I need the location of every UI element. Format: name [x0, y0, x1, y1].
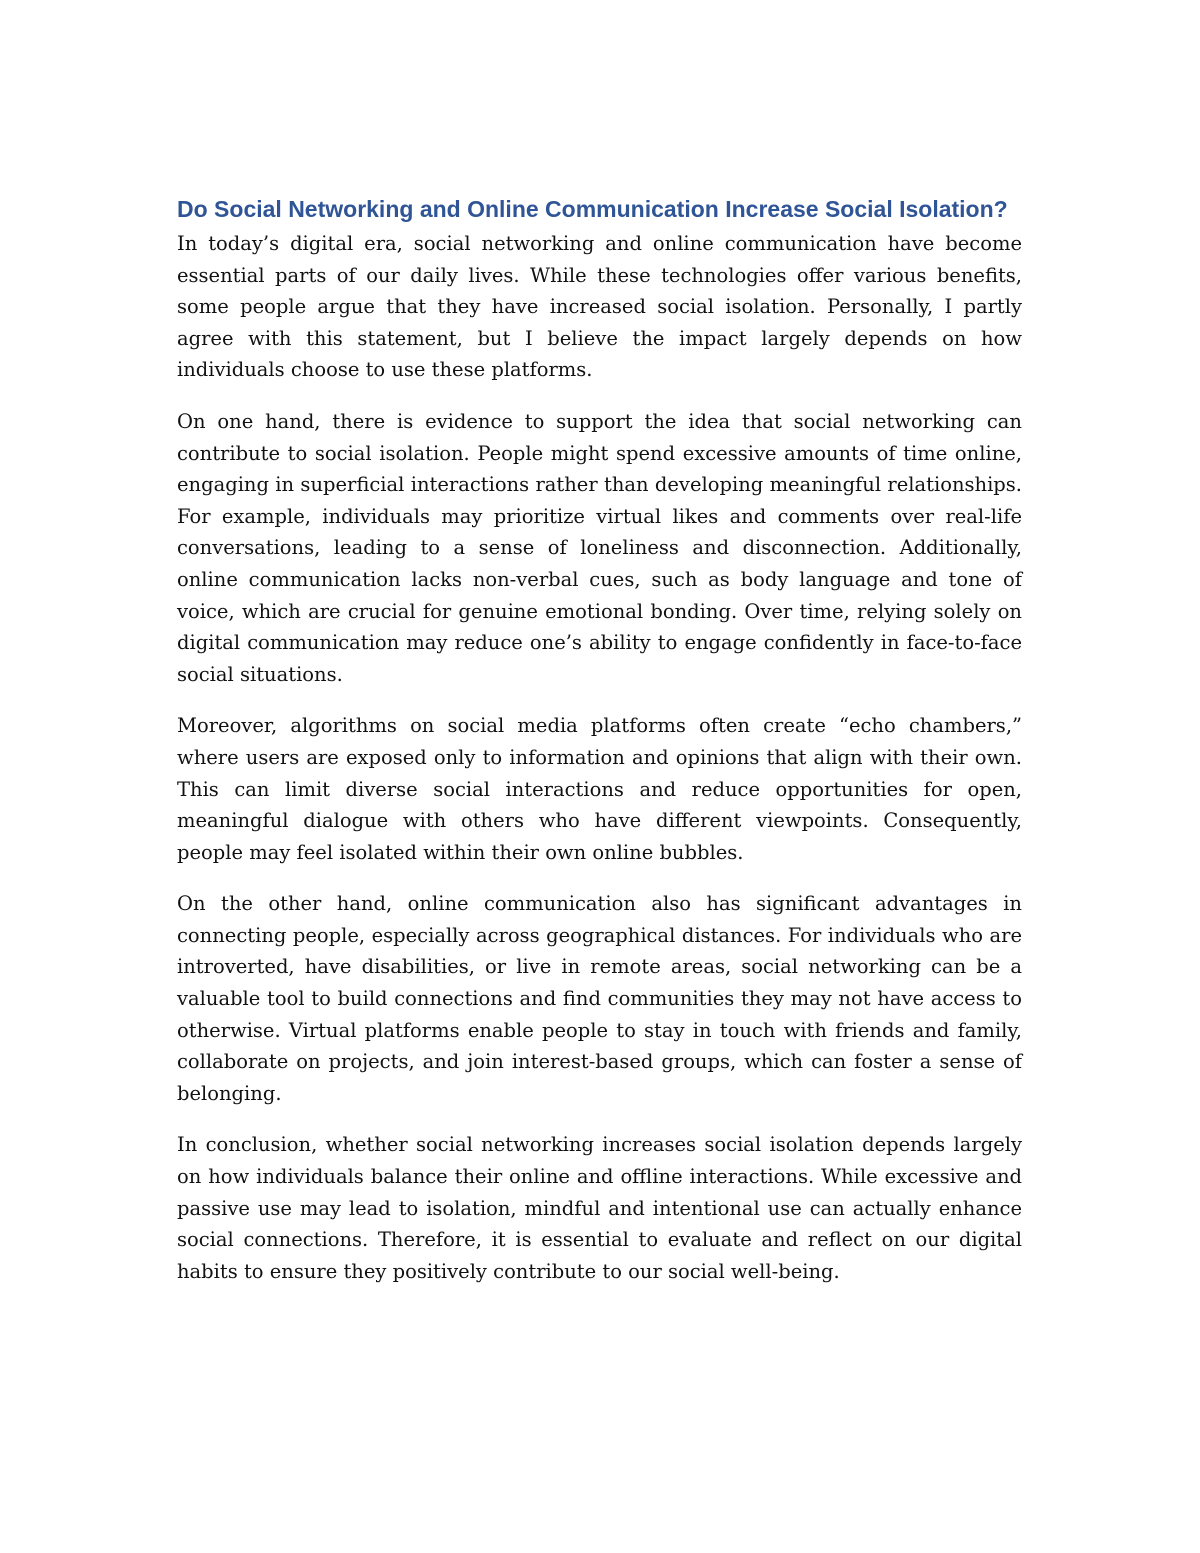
- document-body: [177, 190, 1022, 1307]
- paragraph-advantages: On the other hand, online communication also has significant advantages in connecting people, especially across geographical distances. For individuals who are introverted, have disabilities, or live in remote areas, social networking can be a valuable tool to build connections and find communities they may not have access to otherwise. Virtual platforms enable people to stay in touch with friends and family, collaborate on projects, and join interest-based groups, which can foster a sense of belonging.: [177, 892, 1022, 1105]
- paragraph-echo-chambers: Moreover, algorithms on social media platforms often create “echo chambers,” where users are exposed only to information and opinions that align with their own. This can limit diverse social interactions and reduce opportunities for open, meaningful dialogue with others who have different viewpoints. Consequently, people may feel isolated within their own online bubbles.: [177, 714, 1022, 864]
- document-title: Do Social Networking and Online Communication Increase Social Isolation?: [177, 196, 1008, 222]
- paragraph-introduction: In today’s digital era, social networking and online communication have become essential parts of our daily lives. While these technologies offer various benefits, some people argue that they have increased social isolation. Personally, I partly agree with this statement, but I believe the impact largely depends on how individuals choose to use these platforms.: [177, 232, 1022, 382]
- paragraph-conclusion: In conclusion, whether social networking increases social isolation depends largely on how individuals balance their online and offline interactions. While excessive and passive use may lead to isolation, mindful and intentional use can actually enhance social connections. Therefore, it is essential to evaluate and reflect on our digital habits to ensure they positively contribute to our social well-being.: [177, 1133, 1022, 1283]
- paragraph-isolation-evidence: On one hand, there is evidence to support the idea that social networking can contribute to social isolation. People might spend excessive amounts of time online, engaging in superficial interactions rather than developing meaningful relationships. For example, individuals may prioritize virtual likes and comments over real-life conversations, leading to a sense of loneliness and disconnection. Additionally, online communication lacks non-verbal cues, such as body language and tone of voice, which are crucial for genuine emotional bonding. Over time, relying solely on digital communication may reduce one’s ability to engage confidently in face-to-face social situations.: [177, 409, 1022, 686]
